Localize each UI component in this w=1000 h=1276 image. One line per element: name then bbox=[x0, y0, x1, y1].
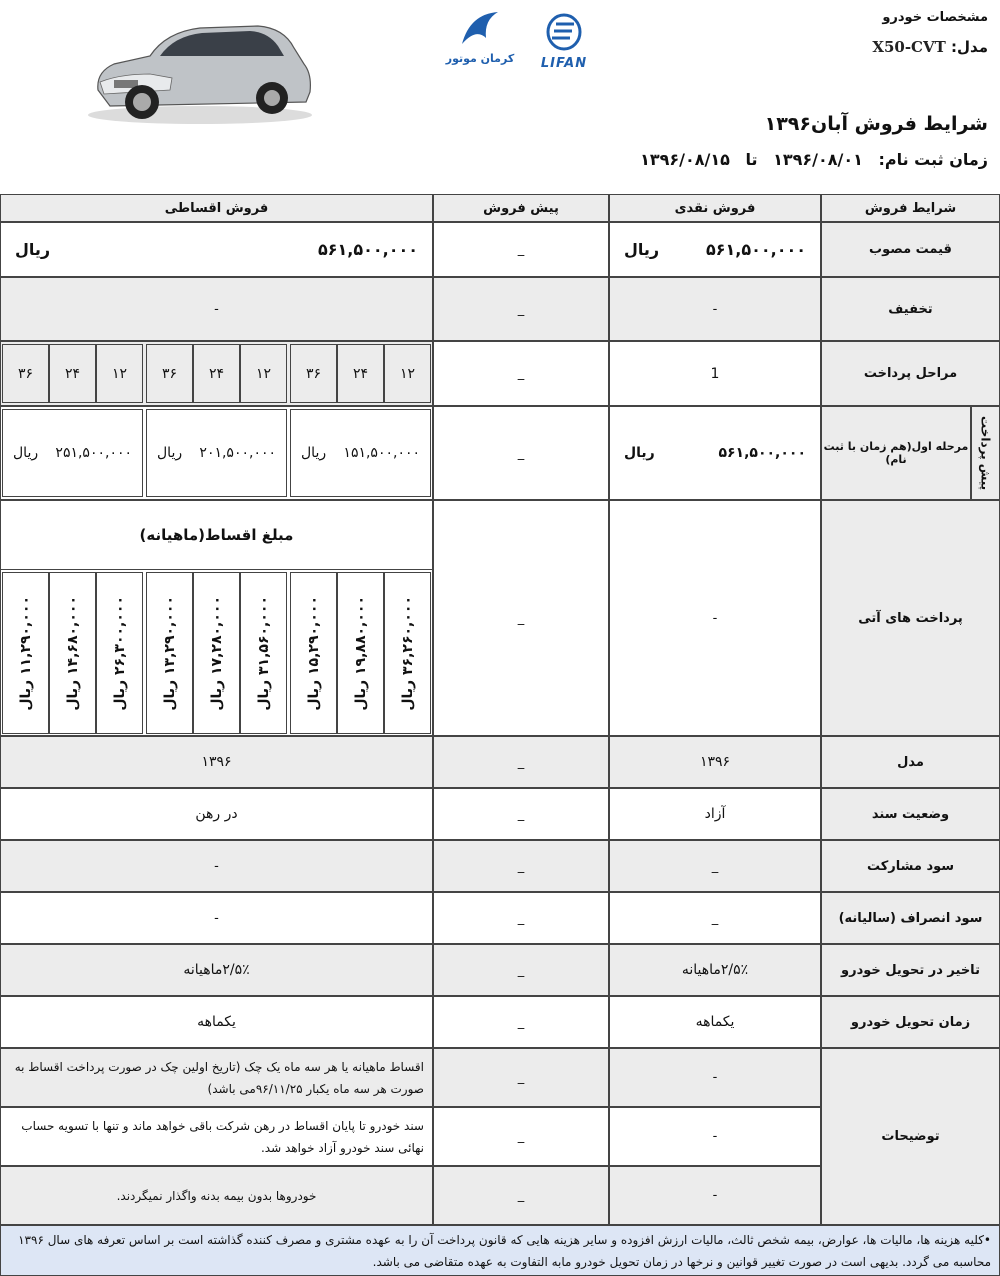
inst-cancel: - bbox=[0, 892, 433, 944]
sales-table bbox=[0, 194, 1000, 1276]
reg-from: ۱۳۹۶/۰۸/۰۱ bbox=[773, 150, 863, 169]
presale-delay: _ bbox=[433, 944, 609, 996]
cash-first-stage-unit: ریال bbox=[624, 445, 655, 461]
cash-note: - bbox=[609, 1048, 821, 1107]
presale-delivery: _ bbox=[433, 996, 609, 1048]
inst-price-cell bbox=[0, 222, 433, 277]
first-stage-value: ۲۵۱,۵۰۰,۰۰۰ bbox=[55, 445, 132, 461]
registration-line bbox=[630, 150, 988, 169]
model-line bbox=[872, 38, 988, 56]
monthly-amount: ۱۳,۲۹۰,۰۰۰ ریال bbox=[146, 572, 193, 734]
cash-note: - bbox=[609, 1166, 821, 1225]
cash-document: آزاد bbox=[609, 788, 821, 840]
inst-note: اقساط ماهیانه یا هر سه ماه یک چک (تاریخ اولین چک در صورت پرداخت اقساط به صورت هر سه ماه یکبار ۹۶/۱۱/۲۵می باشد) bbox=[0, 1048, 433, 1107]
model-label: مدل: bbox=[951, 38, 988, 56]
stage-cell: ۳۶ bbox=[146, 344, 193, 403]
car-image bbox=[80, 12, 320, 127]
row-label-stages: مراحل پرداخت bbox=[821, 341, 1000, 406]
row-label-first-stage: مرحله اول(هم زمان با ثبت نام) bbox=[821, 406, 971, 500]
presale-note: _ bbox=[433, 1166, 609, 1225]
presale-note: _ bbox=[433, 1048, 609, 1107]
cash-price-value: ۵۶۱,۵۰۰,۰۰۰ bbox=[705, 240, 806, 259]
stage-cell: ۲۴ bbox=[193, 344, 240, 403]
presale-first-stage: _ bbox=[433, 406, 609, 500]
monthly-amount: ۳۶,۲۶۰,۰۰۰ ریال bbox=[384, 572, 431, 734]
kerman-logo-text: کرمان موتور bbox=[445, 52, 515, 65]
col-header-presale: پیش فروش bbox=[433, 194, 609, 222]
kerman-motor-logo bbox=[440, 8, 520, 74]
cash-stages: 1 bbox=[609, 341, 821, 406]
spec-title: مشخصات خودرو bbox=[882, 10, 988, 25]
col-header-installment: فروش اقساطی bbox=[0, 194, 433, 222]
presale-note: _ bbox=[433, 1107, 609, 1166]
monthly-installment-title: مبلغ اقساط(ماهیانه) bbox=[0, 500, 433, 570]
row-label-model: مدل bbox=[821, 736, 1000, 788]
monthly-amount: ۱۵,۲۹۰,۰۰۰ ریال bbox=[290, 572, 337, 734]
stage-cell: ۳۶ bbox=[2, 344, 49, 403]
inst-note: سند خودرو تا پایان اقساط در رهن شرکت باقی خواهد ماند و تنها با تسویه حساب نهائی سند خودرو آزاد خواهد شد. bbox=[0, 1107, 433, 1166]
monthly-amount: ۲۶,۳۰۰,۰۰۰ ریال bbox=[96, 572, 143, 734]
col-header-conditions: شرایط فروش bbox=[821, 194, 1000, 222]
row-label-cancel: سود انصراف (سالیانه) bbox=[821, 892, 1000, 944]
lifan-logo-icon bbox=[530, 12, 598, 52]
cash-discount: - bbox=[609, 277, 821, 341]
cash-partnership: _ bbox=[609, 840, 821, 892]
presale-partnership: _ bbox=[433, 840, 609, 892]
cash-note: - bbox=[609, 1107, 821, 1166]
inst-document: در رهن bbox=[0, 788, 433, 840]
first-stage-value: ۲۰۱,۵۰۰,۰۰۰ bbox=[199, 445, 276, 461]
cash-cancel: _ bbox=[609, 892, 821, 944]
first-stage-group bbox=[290, 409, 431, 497]
cash-delay: ۲/۵٪ماهیانه bbox=[609, 944, 821, 996]
stage-cell: ۳۶ bbox=[290, 344, 337, 403]
stage-cell: ۱۲ bbox=[240, 344, 287, 403]
presale-discount: _ bbox=[433, 277, 609, 341]
monthly-amount: ۳۱,۵۶۰,۰۰۰ ریال bbox=[240, 572, 287, 734]
inst-price-value: ۵۶۱,۵۰۰,۰۰۰ bbox=[317, 240, 418, 259]
row-label-delay: تاخیر در تحویل خودرو bbox=[821, 944, 1000, 996]
cash-first-stage-value: ۵۶۱,۵۰۰,۰۰۰ bbox=[718, 445, 806, 461]
sale-title: شرایط فروش آبان۱۳۹۶ bbox=[764, 113, 988, 135]
stage-cell: ۱۲ bbox=[96, 344, 143, 403]
cash-future: - bbox=[609, 500, 821, 736]
row-label-delivery: زمان تحویل خودرو bbox=[821, 996, 1000, 1048]
row-label-partnership: سود مشارکت bbox=[821, 840, 1000, 892]
row-label-future: پرداخت های آتی bbox=[821, 500, 1000, 736]
monthly-amount: ۱۴,۶۸۰,۰۰۰ ریال bbox=[49, 572, 96, 734]
cash-delivery: یکماهه bbox=[609, 996, 821, 1048]
prepayment-side-label bbox=[971, 406, 1000, 500]
cash-price-unit: ریال bbox=[624, 240, 660, 259]
cash-first-stage-cell bbox=[609, 406, 821, 500]
presale-model: _ bbox=[433, 736, 609, 788]
presale-future: _ bbox=[433, 500, 609, 736]
cash-price-cell bbox=[609, 222, 821, 277]
footer-note: •کلیه هزینه ها، مالیات ها، عوارض، بیمه شخص ثالث، مالیات ارزش افزوده و سایر هزینه هایی که قانون پرداخت آن را به عهده مشتری و مصرف کننده گذاشته است بر اساس تعرفه های سال ۱۳۹۶ محاسبه می گردد. بدیهی است در صورت تغییر قوانین و نرخها در زمان تحویل خودرو مابه التفاوت به عهده متقاضی می باشد. bbox=[0, 1225, 1000, 1276]
reg-to-word: تا bbox=[745, 150, 758, 169]
stage-cell: ۱۲ bbox=[384, 344, 431, 403]
monthly-amount: ۱۱,۲۹۰,۰۰۰ ریال bbox=[2, 572, 49, 734]
reg-label: زمان ثبت نام: bbox=[878, 150, 988, 169]
inst-delivery: یکماهه bbox=[0, 996, 433, 1048]
kerman-logo-icon bbox=[440, 8, 520, 48]
stage-cell: ۲۴ bbox=[49, 344, 96, 403]
first-stage-group bbox=[2, 409, 143, 497]
stage-cell: ۲۴ bbox=[337, 344, 384, 403]
reg-to: ۱۳۹۶/۰۸/۱۵ bbox=[640, 150, 730, 169]
inst-note: خودروها بدون بیمه بدنه واگذار نمیگردند. bbox=[0, 1166, 433, 1225]
presale-price: _ bbox=[433, 222, 609, 277]
lifan-logo-text: LIFAN bbox=[540, 56, 588, 71]
col-header-cash: فروش نقدی bbox=[609, 194, 821, 222]
first-stage-value: ۱۵۱,۵۰۰,۰۰۰ bbox=[343, 445, 420, 461]
monthly-amount: ۱۹,۸۸۰,۰۰۰ ریال bbox=[337, 572, 384, 734]
model-value: X50-CVT bbox=[872, 38, 946, 56]
first-stage-group bbox=[146, 409, 287, 497]
row-label-document: وضعیت سند bbox=[821, 788, 1000, 840]
inst-discount: - bbox=[0, 277, 433, 341]
cash-model: ۱۳۹۶ bbox=[609, 736, 821, 788]
row-label-price: قیمت مصوب bbox=[821, 222, 1000, 277]
presale-document: _ bbox=[433, 788, 609, 840]
inst-delay: ۲/۵٪ماهیانه bbox=[0, 944, 433, 996]
monthly-amount: ۱۷,۲۸۰,۰۰۰ ریال bbox=[193, 572, 240, 734]
inst-price-unit: ریال bbox=[15, 240, 51, 259]
first-stage-unit: ریال bbox=[157, 445, 183, 461]
inst-model: ۱۳۹۶ bbox=[0, 736, 433, 788]
first-stage-unit: ریال bbox=[13, 445, 39, 461]
inst-partnership: - bbox=[0, 840, 433, 892]
presale-cancel: _ bbox=[433, 892, 609, 944]
row-label-notes: توضیحات bbox=[821, 1048, 1000, 1225]
lifan-logo bbox=[530, 12, 598, 72]
presale-stages: _ bbox=[433, 341, 609, 406]
row-label-discount: تخفیف bbox=[821, 277, 1000, 341]
first-stage-unit: ریال bbox=[301, 445, 327, 461]
prepayment-side-text: پیش پرداخت bbox=[978, 415, 993, 491]
